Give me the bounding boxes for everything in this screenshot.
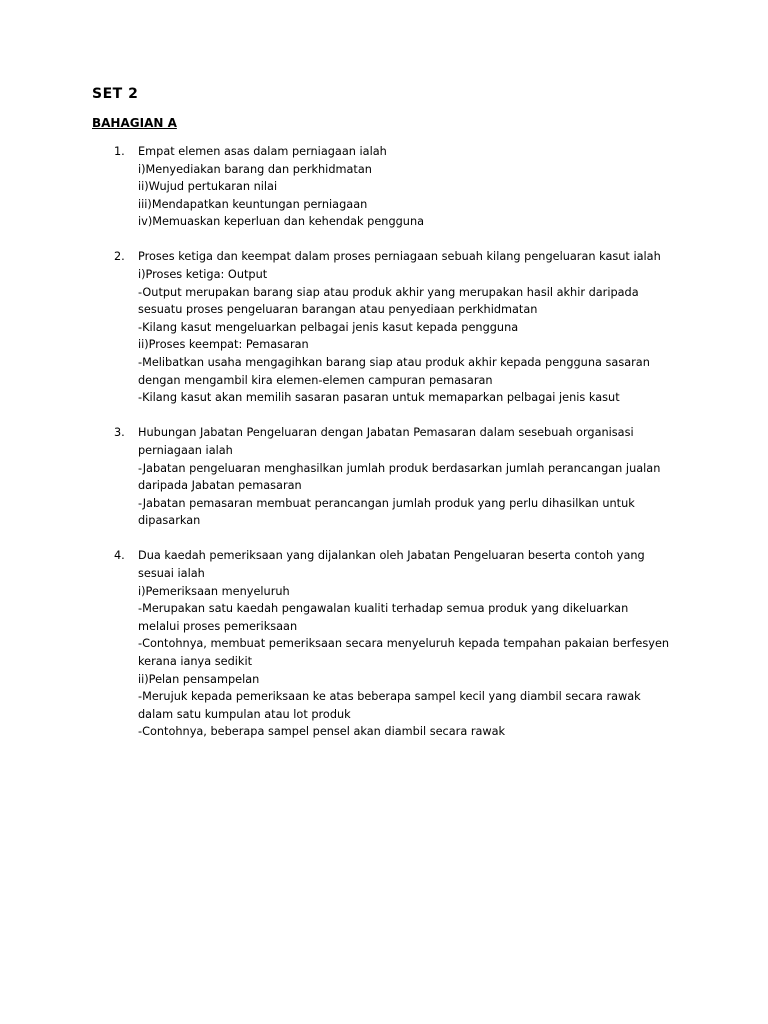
question-text-line: Proses ketiga dan keempat dalam proses perniagaan sebuah kilang pengeluaran kasut ialah (138, 250, 661, 264)
question-text-line: ii)Pelan pensampelan (138, 672, 260, 686)
question-text-line: iv)Memuaskan keperluan dan kehendak pengguna (138, 215, 425, 229)
question-text-line: Hubungan Jabatan Pengeluaran dengan Jabatan Pemasaran dalam sesebuah organisasi (138, 426, 634, 440)
question-text-line: i)Menyediakan barang dan perkhidmatan (138, 162, 372, 176)
question-text-line: iii)Mendapatkan keuntungan perniagaan (138, 197, 368, 211)
question-text-line: -Output merupakan barang siap atau produk akhir yang merupakan hasil akhir daripada (138, 285, 639, 299)
question-text-line: -Melibatkan usaha mengagihkan barang siap atau produk akhir kepada pengguna sasaran (138, 356, 650, 370)
question-item (92, 143, 692, 231)
question-number: 4. (114, 549, 125, 563)
question-text-line: i)Pemeriksaan menyeluruh (138, 584, 290, 598)
question-text-line: sesuatu proses pengeluaran barangan atau penyediaan perkhidmatan (138, 303, 538, 317)
question-number: 2. (114, 250, 125, 264)
question-text-line: -Jabatan pengeluaran menghasilkan jumlah produk berdasarkan jumlah perancangan jualan (138, 461, 661, 475)
question-text-line: ii)Proses keempat: Pemasaran (138, 338, 309, 352)
question-text-line: -Jabatan pemasaran membuat perancangan jumlah produk yang perlu dihasilkan untuk (138, 496, 635, 510)
question-text-line: i)Proses ketiga: Output (138, 268, 268, 282)
question-text-line: dalam satu kumpulan atau lot produk (138, 707, 351, 721)
question-item (92, 547, 692, 741)
question-text-line: perniagaan ialah (138, 443, 233, 457)
question-text-line: -Kilang kasut akan memilih sasaran pasaran untuk memaparkan pelbagai jenis kasut (138, 391, 620, 405)
question-text-line: -Kilang kasut mengeluarkan pelbagai jenis kasut kepada pengguna (138, 320, 519, 334)
question-list (92, 143, 692, 758)
question-text-line: melalui proses pemeriksaan (138, 619, 298, 633)
question-text-line: ii)Wujud pertukaran nilai (138, 180, 278, 194)
question-text-line: Empat elemen asas dalam perniagaan ialah (138, 145, 387, 158)
question-text-line: -Contohnya, beberapa sampel pensel akan diambil secara rawak (138, 725, 506, 739)
question-text-line: -Contohnya, membuat pemeriksaan secara menyeluruh kepada tempahan pakaian berfesyen (138, 637, 670, 651)
question-number: 3. (114, 426, 125, 440)
question-text-line: dipasarkan (138, 514, 201, 528)
set-title: SET 2 (92, 86, 139, 102)
question-text-line: sesuai ialah (138, 566, 205, 580)
question-text-line: Dua kaedah pemeriksaan yang dijalankan oleh Jabatan Pengeluaran beserta contoh yang (138, 549, 645, 563)
question-text-line: dengan mengambil kira elemen-elemen campuran pemasaran (138, 373, 493, 387)
section-title: BAHAGIAN A (92, 116, 177, 130)
question-text-line: kerana ianya sedikit (138, 654, 253, 668)
question-text-line: -Merujuk kepada pemeriksaan ke atas beberapa sampel kecil yang diambil secara rawak (138, 690, 641, 704)
question-item (92, 424, 692, 530)
question-text-line: daripada Jabatan pemasaran (138, 479, 302, 493)
question-number: 1. (114, 145, 125, 158)
question-item (92, 248, 692, 406)
question-text-line: -Merupakan satu kaedah pengawalan kualiti terhadap semua produk yang dikeluarkan (138, 602, 629, 616)
